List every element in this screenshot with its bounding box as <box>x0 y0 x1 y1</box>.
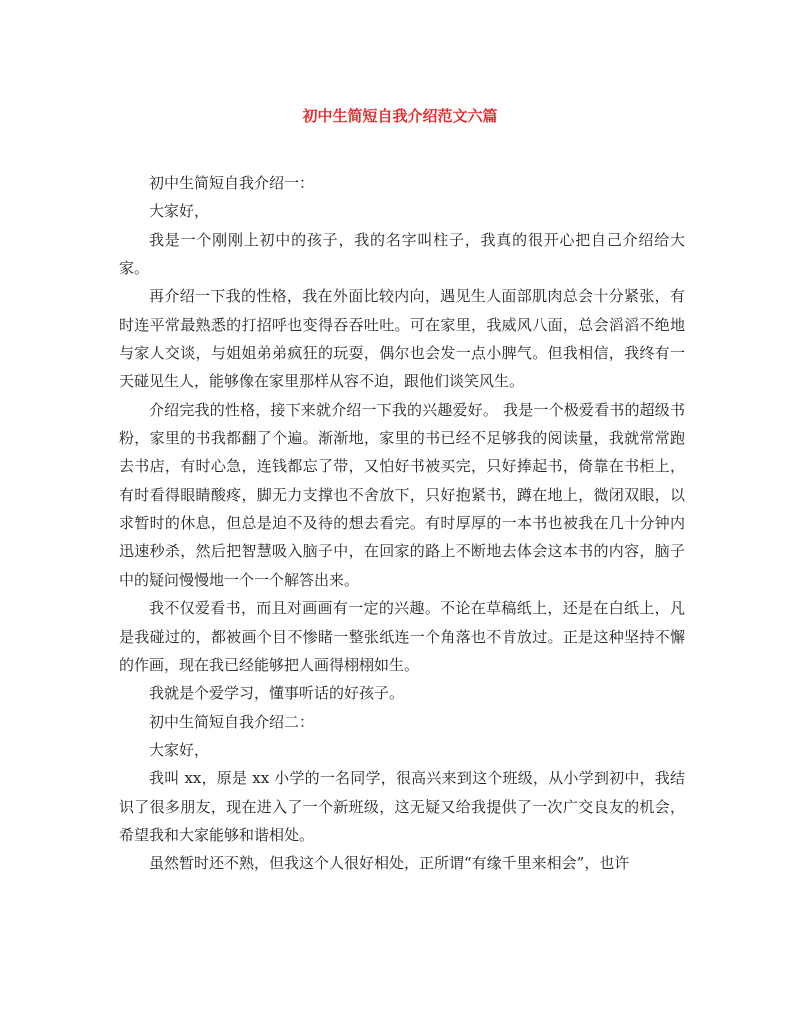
paragraph: 再介绍一下我的性格，我在外面比较内向，遇见生人面部肌肉总会十分紧张，有时连平常最熟悉的打招呼也变得吞吞吐吐。可在家里，我威风八面，总会滔滔不绝地与家人交谈，与姐姐弟弟疯狂的玩耍，偶尔也会发一点小脾气。但我相信，我终有一天碰见生人，能够像在家里那样从容不迫，跟他们谈笑风生。 <box>119 287 685 391</box>
document-title: 初中生简短自我介绍范文六篇 <box>302 107 498 125</box>
document-body <box>119 169 685 878</box>
paragraph: 大家好， <box>149 740 210 759</box>
paragraph: 初中生简短自我介绍一： <box>149 174 315 192</box>
paragraph: 我就是个爱学习，懂事听话的好孩子。 <box>149 684 405 703</box>
paragraph: 我是一个刚刚上初中的孩子，我的名字叫柱子，我真的很开心把自己介绍给大家。 <box>119 230 685 278</box>
paragraph: 我不仅爱看书，而且对画画有一定的兴趣。不论在草稿纸上，还是在白纸上，凡是我碰过的，都被画个目不惨睹一整张纸连一个角落也不肯放过。正是这种坚持不懈的作画，现在我已经能够把人画得栩栩如生。 <box>119 599 685 674</box>
paragraph: 我叫 xx，原是 xx 小学的一名同学，很高兴来到这个班级，从小学到初中，我结识了很多朋友，现在进入了一个新班级，这无疑又给我提供了一次广交良友的机会，希望我和大家能够和谐相处。 <box>119 769 685 844</box>
paragraph: 大家好， <box>149 202 210 221</box>
paragraph: 初中生简短自我介绍二： <box>149 712 315 731</box>
paragraph: 虽然暂时还不熟，但我这个人很好相处，正所谓“有缘千里来相会”，也许 <box>149 854 630 873</box>
paragraph: 介绍完我的性格，接下来就介绍一下我的兴趣爱好。 我是一个极爱看书的超级书粉，家里的书我都翻了个遍。渐渐地，家里的书已经不足够我的阅读量，我就常常跑去书店，有时心急，连钱都忘了带，又怕好书被买完，只好捧起书，倚靠在书柜上，有时看得眼睛酸疼，脚无力支撑也不舍放下，只好抱紧书，蹲在地上，微闭双眼，以求暂时的休息，但总是迫不及待的想去看完。有时厚厚的一本书也被我在几十分钟内迅速秒杀，然后把智慧吸入脑子中，在回家的路上不断地去体会这本书的内容，脑子中的疑问慢慢地一个一个解答出来。 <box>119 400 685 589</box>
